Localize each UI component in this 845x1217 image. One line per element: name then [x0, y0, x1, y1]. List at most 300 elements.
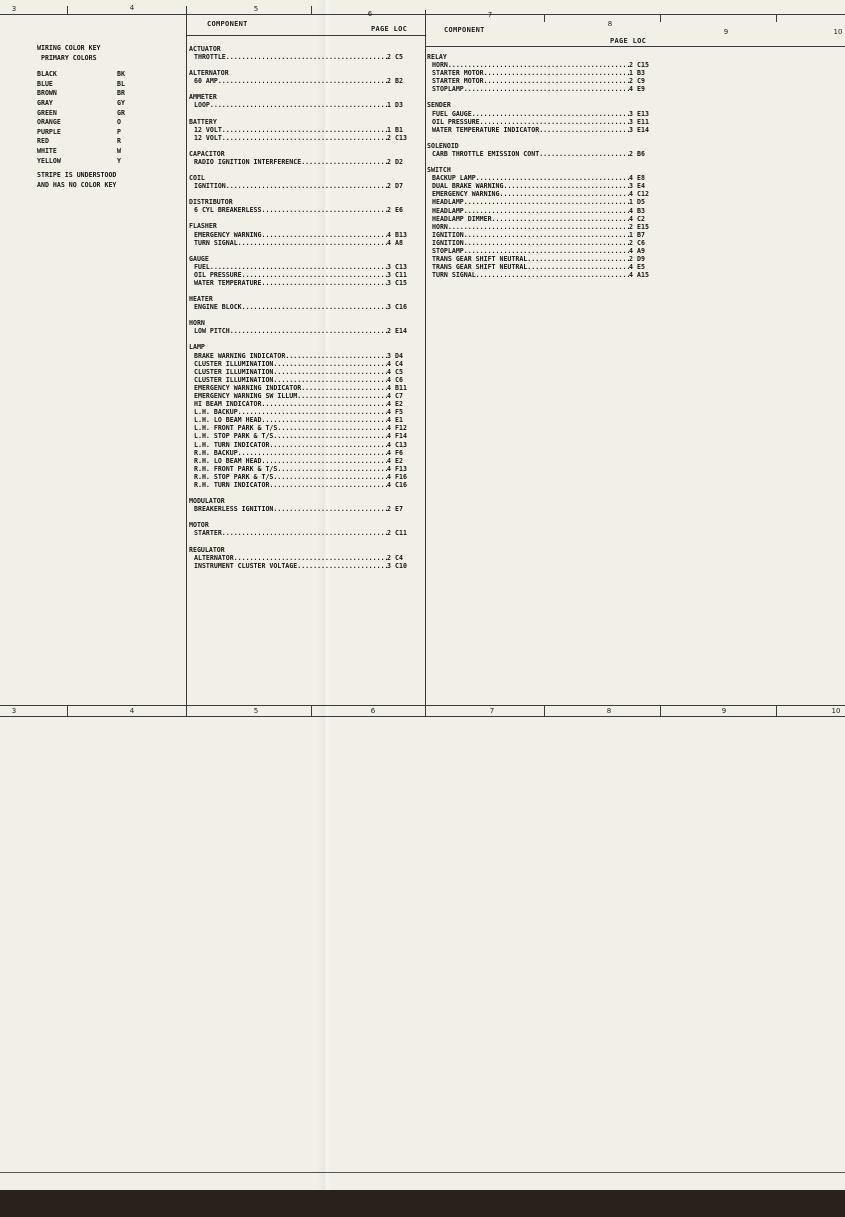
component-row	[427, 198, 659, 206]
color-abbr: Y	[117, 156, 121, 165]
component-name: L.H. LO BEAM HEAD .....	[194, 416, 387, 424]
grid-location: E8	[637, 174, 645, 183]
page-number: 2	[387, 157, 391, 166]
page-number: 4	[387, 424, 391, 433]
component-name: IGNITION .....	[432, 231, 629, 239]
page-number: 4	[387, 359, 391, 368]
page-number: 2	[387, 133, 391, 142]
component-name: CARB THROTTLE EMISSION CONT .....	[432, 150, 629, 158]
component-name: BACKUP LAMP .....	[432, 174, 629, 182]
page-number: 2	[387, 206, 391, 215]
grid-location: E14	[637, 125, 649, 134]
component-group-title: SWITCH	[427, 166, 451, 175]
component-name: HI BEAM INDICATOR .....	[194, 400, 387, 408]
component-group	[189, 546, 417, 570]
grid-location: D9	[637, 255, 645, 264]
component-row	[189, 384, 417, 392]
grid-location: D5	[637, 198, 645, 207]
grid-location: C16	[395, 481, 407, 490]
component-group-title: LAMP	[189, 343, 205, 352]
grid-location: E4	[637, 182, 645, 191]
header-underline	[186, 35, 426, 36]
page-number: 4	[387, 472, 391, 481]
component-name: TRANS GEAR SHIFT NEUTRAL .....	[432, 263, 629, 271]
grid-number: 10	[831, 707, 841, 715]
column-divider	[425, 10, 426, 716]
mid-tick	[544, 706, 545, 716]
page-number: 4	[629, 85, 633, 94]
component-row	[427, 215, 659, 223]
page-number: 4	[629, 174, 633, 183]
page-number: 4	[629, 214, 633, 223]
component-row	[189, 473, 417, 481]
component-row	[189, 327, 417, 335]
component-group	[427, 101, 659, 133]
page-number: 1	[387, 101, 391, 110]
color-abbr: GY	[117, 98, 125, 107]
page-number: 2	[387, 553, 391, 562]
page-number: 1	[629, 69, 633, 78]
color-abbr: R	[117, 137, 121, 146]
page-number: 3	[387, 303, 391, 312]
top-tick	[776, 14, 777, 22]
component-row	[189, 449, 417, 457]
component-name: IGNITION .....	[194, 182, 387, 190]
color-key-row	[37, 109, 133, 119]
page-number: 4	[387, 440, 391, 449]
component-group	[189, 45, 417, 61]
page-number: 4	[387, 400, 391, 409]
grid-number: 10	[833, 28, 843, 36]
component-group	[189, 521, 417, 537]
grid-number: 5	[253, 5, 259, 13]
color-name: WHITE	[37, 146, 57, 155]
color-key-row	[37, 147, 133, 157]
component-name: ENGINE BLOCK .....	[194, 303, 387, 311]
grid-location: A15	[637, 271, 649, 280]
grid-location: F13	[395, 464, 407, 473]
component-row	[427, 223, 659, 231]
component-name: R.H. TURN INDICATOR .....	[194, 481, 387, 489]
page-number: 4	[387, 383, 391, 392]
component-name: LOW PITCH .....	[194, 327, 387, 335]
page-number: 3	[629, 109, 633, 118]
page-number: 4	[387, 392, 391, 400]
component-name: HEADLAMP .....	[432, 198, 629, 206]
grid-location: C4	[395, 359, 403, 368]
grid-number: 9	[721, 707, 727, 715]
component-row	[427, 110, 659, 118]
component-name: BRAKE WARNING INDICATOR .....	[194, 352, 387, 360]
page-number: 4	[629, 271, 633, 280]
grid-location: C13	[395, 440, 407, 449]
component-row	[427, 126, 659, 134]
column-divider	[186, 6, 187, 716]
grid-location: F16	[395, 472, 407, 481]
component-row	[189, 432, 417, 440]
grid-location: B6	[637, 149, 645, 158]
stripe-note-line1: STRIPE IS UNDERSTOOD	[37, 171, 117, 180]
component-row	[189, 505, 417, 513]
component-row	[189, 457, 417, 465]
component-row	[427, 118, 659, 126]
component-group-title: AMMETER	[189, 93, 217, 102]
grid-location: F12	[395, 424, 407, 433]
mid-tick	[776, 706, 777, 716]
header-underline	[426, 46, 845, 47]
page-number: 4	[387, 432, 391, 441]
color-name: YELLOW	[37, 156, 61, 165]
component-header: COMPONENT	[444, 26, 485, 34]
grid-number: 6	[370, 707, 376, 715]
grid-number: 4	[129, 707, 135, 715]
component-row	[189, 53, 417, 61]
component-name: TURN SIGNAL .....	[432, 271, 629, 279]
page-number: 4	[387, 230, 391, 239]
page-number: 2	[387, 182, 391, 191]
component-row	[189, 408, 417, 416]
component-name: WATER TEMPERATURE .....	[194, 279, 387, 287]
top-border-line	[0, 14, 845, 15]
component-group	[189, 222, 417, 246]
component-group-title: REGULATOR	[189, 545, 225, 554]
component-name: EMERGENCY WARNING INDICATOR .....	[194, 384, 387, 392]
mid-tick	[311, 706, 312, 716]
color-key-row	[37, 80, 133, 90]
page-number: 4	[387, 367, 391, 376]
component-group	[189, 118, 417, 142]
component-row	[189, 77, 417, 85]
mid-tick	[660, 706, 661, 716]
component-row	[189, 400, 417, 408]
page-number: 2	[387, 529, 391, 538]
color-abbr: P	[117, 127, 121, 136]
grid-number: 7	[489, 707, 495, 715]
component-row	[189, 376, 417, 384]
component-group	[427, 53, 659, 93]
grid-location: F5	[395, 408, 403, 417]
page-number: 1	[629, 230, 633, 239]
grid-location: C13	[395, 133, 407, 142]
grid-location: B7	[637, 230, 645, 239]
grid-location: E9	[637, 85, 645, 94]
grid-location: D7	[395, 182, 403, 191]
component-row	[427, 247, 659, 255]
page-loc-header: PAGE LOC	[610, 37, 647, 45]
grid-number: 4	[129, 4, 135, 12]
color-name: ORANGE	[37, 118, 61, 127]
component-name: EMERGENCY WARNING .....	[432, 190, 629, 198]
grid-location: E7	[395, 505, 403, 514]
grid-location: C7	[395, 392, 403, 400]
component-name: R.H. LO BEAM HEAD .....	[194, 457, 387, 465]
page-number: 3	[387, 278, 391, 287]
grid-location: C11	[395, 529, 407, 538]
component-name: DUAL BRAKE WARNING .....	[432, 182, 629, 190]
component-row	[189, 271, 417, 279]
page-number: 2	[629, 77, 633, 86]
component-row	[189, 182, 417, 190]
component-row	[189, 465, 417, 473]
page-number: 3	[629, 117, 633, 126]
component-group	[427, 166, 659, 279]
component-group	[189, 93, 417, 109]
component-group	[189, 295, 417, 311]
page-number: 4	[387, 408, 391, 417]
component-name: TRANS GEAR SHIFT NEUTRAL .....	[432, 255, 629, 263]
page-number: 1	[629, 198, 633, 207]
color-name: GRAY	[37, 98, 53, 107]
grid-location: B2	[395, 77, 403, 86]
component-group-title: SENDER	[427, 101, 451, 110]
color-abbr: O	[117, 118, 121, 127]
color-name: BLUE	[37, 79, 53, 88]
component-row	[189, 231, 417, 239]
wiring-color-key	[37, 44, 133, 190]
color-abbr: BL	[117, 79, 125, 88]
component-row	[427, 174, 659, 182]
color-abbr: BK	[117, 70, 125, 79]
component-row	[189, 416, 417, 424]
page-number: 2	[629, 61, 633, 70]
page-number: 4	[629, 206, 633, 215]
component-row	[189, 392, 417, 400]
grid-number: 8	[606, 707, 612, 715]
page-number: 4	[387, 464, 391, 473]
component-group-title: SOLENOID	[427, 141, 459, 150]
component-row	[189, 279, 417, 287]
grid-number: 5	[253, 707, 259, 715]
grid-location: A9	[637, 246, 645, 255]
grid-location: D3	[395, 101, 403, 110]
wiring-key-title: WIRING COLOR KEY	[37, 44, 101, 52]
component-name: INSTRUMENT CLUSTER VOLTAGE .....	[194, 562, 387, 570]
component-group-title: GAUGE	[189, 254, 209, 263]
component-name: TURN SIGNAL .....	[194, 239, 387, 247]
component-header: COMPONENT	[207, 20, 248, 28]
grid-location: C15	[395, 278, 407, 287]
grid-location: E6	[395, 206, 403, 215]
component-group-title: ALTERNATOR	[189, 69, 229, 78]
component-row	[189, 101, 417, 109]
component-name: CLUSTER ILLUMINATION .....	[194, 376, 387, 384]
top-tick	[544, 14, 545, 22]
component-row	[427, 263, 659, 271]
component-row	[189, 562, 417, 570]
component-row	[427, 255, 659, 263]
page-number: 4	[629, 246, 633, 255]
color-key-row	[37, 128, 133, 138]
component-row	[189, 206, 417, 214]
component-name: WATER TEMPERATURE INDICATOR .....	[432, 126, 629, 134]
component-name: L.H. FRONT PARK & T/S .....	[194, 424, 387, 432]
grid-location: B3	[637, 69, 645, 78]
component-group-title: MODULATOR	[189, 497, 225, 506]
page-number: 2	[629, 255, 633, 264]
component-name: FUEL .....	[194, 263, 387, 271]
color-key-row	[37, 89, 133, 99]
component-group	[189, 497, 417, 513]
grid-location: F14	[395, 432, 407, 441]
component-name: 60 AMP .....	[194, 77, 387, 85]
color-abbr: W	[117, 146, 121, 155]
component-name: EMERGENCY WARNING .....	[194, 231, 387, 239]
component-name: R.H. FRONT PARK & T/S .....	[194, 465, 387, 473]
component-name: HORN .....	[432, 223, 629, 231]
page-number: 3	[387, 270, 391, 279]
grid-location: E14	[395, 327, 407, 336]
grid-location: E11	[637, 117, 649, 126]
page-loc-header: PAGE LOC	[371, 25, 408, 33]
page-number: 4	[387, 448, 391, 457]
grid-location: C16	[395, 303, 407, 312]
component-row	[189, 352, 417, 360]
component-row	[427, 207, 659, 215]
component-group-title: MOTOR	[189, 521, 209, 530]
grid-number: 3	[11, 707, 17, 715]
grid-location: C9	[637, 77, 645, 86]
grid-number: 3	[11, 5, 17, 13]
component-name: 6 CYL BREAKERLESS .....	[194, 206, 387, 214]
component-row	[427, 239, 659, 247]
grid-location: E2	[395, 400, 403, 409]
component-group-title: ACTUATOR	[189, 45, 221, 53]
component-name: THROTTLE .....	[194, 53, 387, 61]
grid-location: C11	[395, 270, 407, 279]
component-row	[189, 134, 417, 142]
component-name: R.H. STOP PARK & T/S .....	[194, 473, 387, 481]
component-row	[189, 303, 417, 311]
grid-location: C13	[395, 262, 407, 271]
component-name: L.H. STOP PARK & T/S .....	[194, 432, 387, 440]
component-name: EMERGENCY WARNING SW ILLUM .....	[194, 392, 387, 400]
grid-location: C2	[637, 214, 645, 223]
grid-number: 7	[487, 11, 493, 19]
component-name: HEADLAMP DIMMER .....	[432, 215, 629, 223]
page-number: 4	[629, 190, 633, 199]
component-group-title: HORN	[189, 319, 205, 328]
color-list	[37, 70, 133, 166]
component-row	[427, 77, 659, 85]
grid-location: C6	[637, 238, 645, 247]
grid-location: C5	[395, 367, 403, 376]
wiring-key-subtitle: PRIMARY COLORS	[41, 53, 97, 62]
page-number: 4	[387, 375, 391, 384]
component-row	[189, 126, 417, 134]
color-key-row	[37, 118, 133, 128]
page-number: 2	[629, 149, 633, 158]
component-row	[427, 85, 659, 93]
page-number: 4	[387, 456, 391, 465]
component-row	[427, 190, 659, 198]
component-row	[427, 231, 659, 239]
component-row	[189, 554, 417, 562]
component-group-title: BATTERY	[189, 117, 217, 126]
component-row	[427, 271, 659, 279]
top-tick	[67, 6, 68, 14]
component-name: STARTER .....	[194, 529, 387, 537]
component-name: R.H. BACKUP .....	[194, 449, 387, 457]
color-key-row	[37, 157, 133, 167]
bottom-border-line	[0, 1172, 845, 1173]
grid-number: 9	[723, 28, 729, 36]
middle-border-line	[0, 705, 845, 706]
grid-location: C15	[637, 61, 649, 70]
component-group	[189, 69, 417, 85]
grid-location: D4	[395, 351, 403, 360]
component-row	[189, 158, 417, 166]
component-name: HEADLAMP .....	[432, 207, 629, 215]
component-row	[189, 263, 417, 271]
page-number: 2	[629, 238, 633, 247]
component-group-title: CAPACITOR	[189, 149, 225, 158]
grid-location: E5	[637, 263, 645, 272]
top-tick	[660, 14, 661, 22]
grid-number: 8	[607, 20, 613, 28]
page-number: 2	[387, 327, 391, 336]
component-group	[189, 343, 417, 489]
grid-location: C4	[395, 553, 403, 562]
page-number: 4	[387, 416, 391, 425]
component-name: IGNITION .....	[432, 239, 629, 247]
component-name: 12 VOLT .....	[194, 126, 387, 134]
page-number: 3	[387, 351, 391, 360]
component-name: STARTER MOTOR .....	[432, 69, 629, 77]
grid-location: B3	[637, 206, 645, 215]
component-index-left	[189, 45, 417, 578]
component-row	[189, 368, 417, 376]
component-row	[189, 441, 417, 449]
component-name: LOOP .....	[194, 101, 387, 109]
grid-location: B1	[395, 125, 403, 134]
component-name: STOPLAMP .....	[432, 85, 629, 93]
grid-location: B11	[395, 383, 407, 392]
grid-location: C10	[395, 561, 407, 570]
grid-location: E1	[395, 416, 403, 425]
component-name: RADIO IGNITION INTERFERENCE .....	[194, 158, 387, 166]
component-name: 12 VOLT .....	[194, 134, 387, 142]
color-key-row	[37, 70, 133, 80]
component-group-title: COIL	[189, 174, 205, 183]
grid-location: D2	[395, 157, 403, 166]
page-number: 3	[387, 262, 391, 271]
component-name: L.H. TURN INDICATOR .....	[194, 441, 387, 449]
component-group	[189, 198, 417, 214]
page-number: 4	[629, 263, 633, 272]
color-abbr: GR	[117, 108, 125, 117]
component-group	[189, 150, 417, 166]
component-group	[189, 255, 417, 287]
component-name: ALTERNATOR .....	[194, 554, 387, 562]
middle-border-line	[0, 716, 845, 717]
component-row	[189, 481, 417, 489]
component-row	[189, 239, 417, 247]
component-group	[189, 174, 417, 190]
component-group-title: HEATER	[189, 295, 213, 304]
component-row	[189, 360, 417, 368]
component-name: FUEL GAUGE .....	[432, 110, 629, 118]
component-name: OIL PRESSURE .....	[194, 271, 387, 279]
color-name: BLACK	[37, 70, 57, 79]
component-row	[189, 424, 417, 432]
component-name: STOPLAMP .....	[432, 247, 629, 255]
component-name: CLUSTER ILLUMINATION .....	[194, 368, 387, 376]
component-group-title: RELAY	[427, 53, 447, 61]
color-name: BROWN	[37, 89, 57, 98]
page-number: 3	[629, 182, 633, 191]
grid-location: C5	[395, 53, 403, 62]
grid-location: E13	[637, 109, 649, 118]
